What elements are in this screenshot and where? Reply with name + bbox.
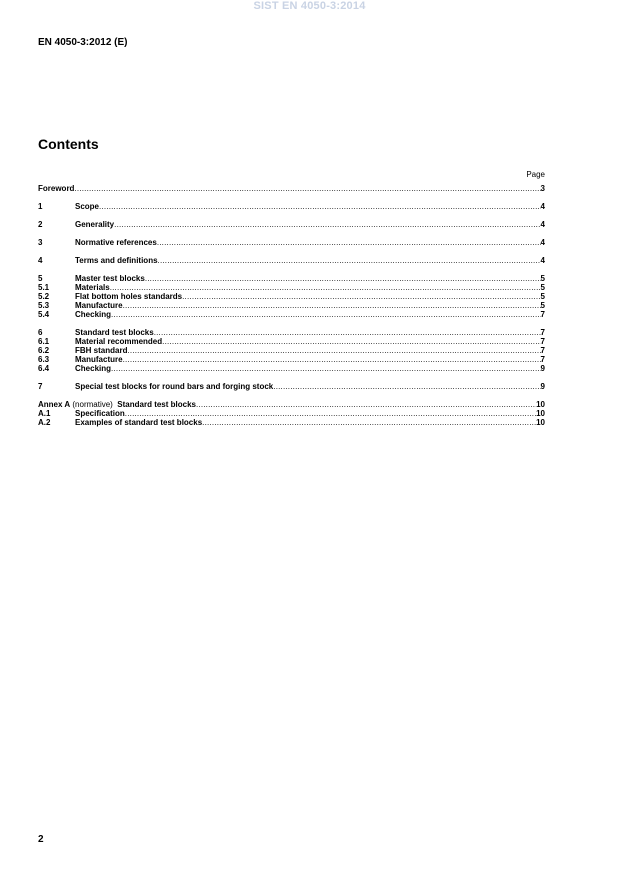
toc-entry-2[interactable] bbox=[38, 220, 545, 229]
toc-entry-title: Manufacture bbox=[75, 355, 123, 364]
toc-entry-number: 5.4 bbox=[38, 310, 50, 319]
toc-entry-title: Examples of standard test blocks bbox=[75, 418, 203, 427]
dot-leader bbox=[196, 400, 536, 409]
annex-type: (normative) bbox=[72, 400, 113, 409]
annex-label: Annex A bbox=[38, 400, 71, 409]
dot-leader bbox=[202, 418, 536, 427]
toc-entry-number: 6.4 bbox=[38, 364, 50, 373]
toc-entry-number: 4 bbox=[38, 256, 43, 265]
dot-leader bbox=[145, 274, 541, 283]
dot-leader bbox=[182, 292, 540, 301]
toc-entry-number: 6.2 bbox=[38, 346, 50, 355]
toc-entry-title: FBH standard bbox=[75, 346, 128, 355]
dot-leader bbox=[158, 256, 541, 265]
toc-entry-title: Master test blocks bbox=[75, 274, 145, 283]
toc-entry-page: 9 bbox=[540, 382, 545, 391]
page-column-label: Page bbox=[526, 170, 545, 179]
toc-entry-5-4[interactable] bbox=[38, 310, 545, 319]
toc-entry-6-4[interactable] bbox=[38, 364, 545, 373]
toc-entry-5-3[interactable] bbox=[38, 301, 545, 310]
toc-entry-page: 4 bbox=[540, 220, 545, 229]
toc-entry-6[interactable] bbox=[38, 328, 545, 337]
toc-entry-number: 5.3 bbox=[38, 301, 50, 310]
dot-leader bbox=[123, 355, 541, 364]
toc-entry-title: Terms and definitions bbox=[75, 256, 158, 265]
toc-entry-5-1[interactable] bbox=[38, 283, 545, 292]
toc-entry-number: 5 bbox=[38, 274, 43, 283]
toc-entry-number: 6.3 bbox=[38, 355, 50, 364]
toc-entry-title: Checking bbox=[75, 364, 112, 373]
dot-leader bbox=[114, 220, 540, 229]
toc-entry-page: 7 bbox=[540, 328, 545, 337]
table-of-contents bbox=[38, 184, 545, 427]
toc-entry-title: Checking bbox=[75, 310, 112, 319]
dot-leader bbox=[125, 409, 536, 418]
dot-leader bbox=[157, 238, 541, 247]
page-number: 2 bbox=[38, 834, 44, 845]
toc-entry-page: 7 bbox=[540, 346, 545, 355]
toc-entry-page: 3 bbox=[540, 184, 545, 193]
toc-entry-title: Manufacture bbox=[75, 301, 123, 310]
toc-entry-title: Specification bbox=[75, 409, 125, 418]
toc-entry-a-2[interactable] bbox=[38, 418, 545, 427]
document-id: EN 4050-3:2012 (E) bbox=[38, 37, 128, 48]
toc-entry-title: Normative references bbox=[75, 238, 157, 247]
toc-entry-page: 10 bbox=[536, 418, 545, 427]
dot-leader bbox=[111, 364, 541, 373]
toc-entry-6-2[interactable] bbox=[38, 346, 545, 355]
toc-entry-page: 5 bbox=[540, 274, 545, 283]
toc-entry-number: A.2 bbox=[38, 418, 51, 427]
toc-entry-1[interactable] bbox=[38, 202, 545, 211]
toc-entry-number: 6 bbox=[38, 328, 43, 337]
dot-leader bbox=[154, 328, 541, 337]
toc-entry-number: A.1 bbox=[38, 409, 51, 418]
toc-entry-title: Flat bottom holes standards bbox=[75, 292, 183, 301]
dot-leader bbox=[162, 337, 540, 346]
toc-entry-page: 4 bbox=[540, 238, 545, 247]
toc-entry-7[interactable] bbox=[38, 382, 545, 391]
watermark: SIST EN 4050-3:2014 bbox=[253, 0, 366, 12]
toc-entry-title: Standard test blocks bbox=[75, 328, 154, 337]
dot-leader bbox=[99, 202, 541, 211]
dot-leader bbox=[74, 184, 540, 193]
toc-entry-3[interactable] bbox=[38, 238, 545, 247]
toc-entry-page: 4 bbox=[540, 256, 545, 265]
toc-entry-title: Generality bbox=[75, 220, 115, 229]
toc-entry-6-1[interactable] bbox=[38, 337, 545, 346]
toc-entry-annex-a[interactable] bbox=[38, 400, 545, 409]
annex-title: Standard test blocks bbox=[117, 400, 196, 409]
dot-leader bbox=[111, 310, 541, 319]
toc-entry-a-1[interactable] bbox=[38, 409, 545, 418]
toc-entry-page: 7 bbox=[540, 355, 545, 364]
toc-entry-number: 6.1 bbox=[38, 337, 50, 346]
toc-entry-number: 1 bbox=[38, 202, 43, 211]
dot-leader bbox=[123, 301, 541, 310]
toc-entry-5-2[interactable] bbox=[38, 292, 545, 301]
toc-entry-title: Material recommended bbox=[75, 337, 163, 346]
toc-entry-number: 2 bbox=[38, 220, 43, 229]
toc-entry-title: Scope bbox=[75, 202, 100, 211]
toc-entry-6-3[interactable] bbox=[38, 355, 545, 364]
toc-entry-page: 5 bbox=[540, 301, 545, 310]
toc-entry-title: Special test blocks for round bars and forging stock bbox=[75, 382, 274, 391]
toc-entry-5[interactable] bbox=[38, 274, 545, 283]
toc-entry-foreword[interactable] bbox=[38, 184, 545, 193]
toc-entry-number: 5.1 bbox=[38, 283, 50, 292]
toc-entry-number: 7 bbox=[38, 382, 43, 391]
toc-entry-number: 5.2 bbox=[38, 292, 50, 301]
dot-leader bbox=[127, 346, 540, 355]
toc-entry-page: 9 bbox=[540, 364, 545, 373]
toc-entry-page: 7 bbox=[540, 337, 545, 346]
toc-entry-title: Foreword bbox=[38, 184, 75, 193]
toc-entry-title: Materials bbox=[75, 283, 110, 292]
toc-entry-page: 10 bbox=[536, 409, 545, 418]
toc-entry-number: 3 bbox=[38, 238, 43, 247]
toc-entry-page: 5 bbox=[540, 283, 545, 292]
dot-leader bbox=[110, 283, 541, 292]
dot-leader bbox=[273, 382, 540, 391]
toc-entry-4[interactable] bbox=[38, 256, 545, 265]
toc-entry-page: 7 bbox=[540, 310, 545, 319]
contents-title: Contents bbox=[38, 136, 99, 152]
toc-entry-page: 10 bbox=[536, 400, 545, 409]
toc-entry-page: 5 bbox=[540, 292, 545, 301]
toc-entry-page: 4 bbox=[540, 202, 545, 211]
